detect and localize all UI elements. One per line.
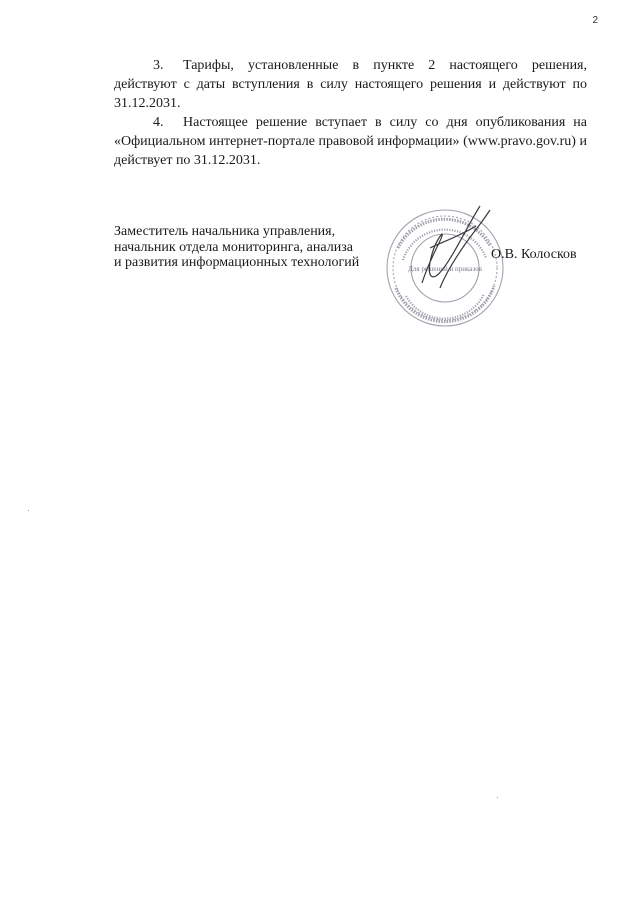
stamp-center-text: Для решений и приказов xyxy=(408,265,482,273)
signatory-title-line: начальник отдела мониторинга, анализа xyxy=(114,239,353,255)
paragraph-number: 3. xyxy=(153,58,164,73)
paragraph-text: Тарифы, установленные в пункте 2 настоящего решения, действуют с даты вступления в силу настоящего решения и действуют по 31.12.2031. xyxy=(114,58,587,111)
paragraph-4 xyxy=(114,113,587,170)
page-number: 2 xyxy=(592,15,598,26)
paragraph-3 xyxy=(114,56,587,113)
paragraph-text: Настоящее решение вступает в силу со дня опубликования на «Официальном интернет-портале правовой информации» (www.pravo.gov.ru) и действует по 31.12.2031. xyxy=(114,115,587,168)
signatory-title-line: Заместитель начальника управления, xyxy=(114,224,336,239)
paragraph-number: 4. xyxy=(153,115,164,130)
signatory-title xyxy=(114,224,374,271)
signatory-name: О.В. Колосков xyxy=(491,247,577,262)
official-stamp xyxy=(370,188,520,338)
signatory-title-line: и развития информационных технологий xyxy=(114,255,360,270)
scan-speck xyxy=(497,797,498,798)
scan-speck xyxy=(28,510,29,511)
handwritten-signature xyxy=(422,206,490,288)
document-body xyxy=(114,56,587,170)
